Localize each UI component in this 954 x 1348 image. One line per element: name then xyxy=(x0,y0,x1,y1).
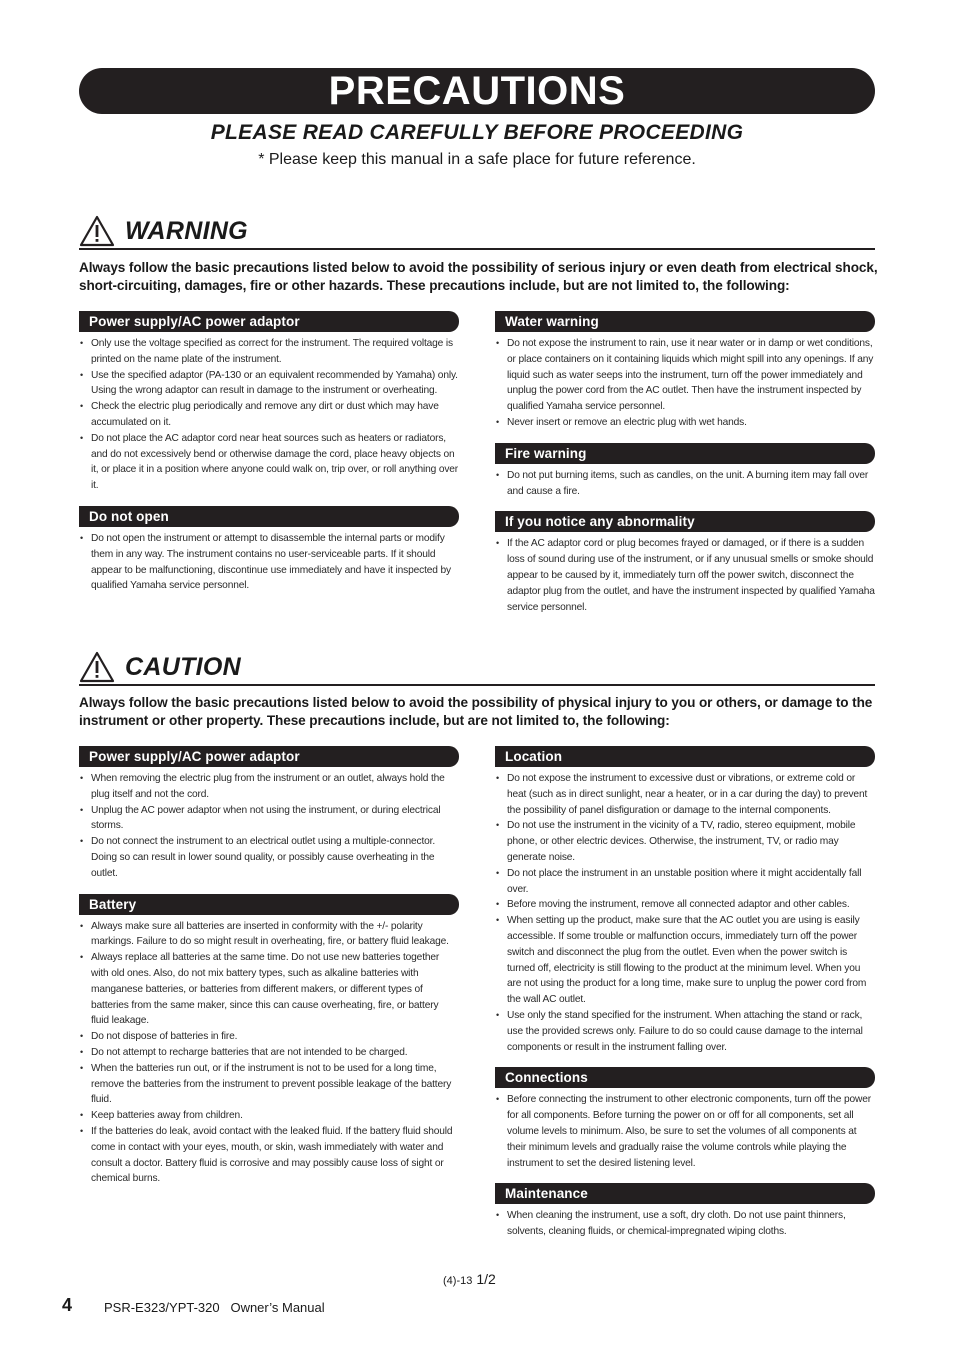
page-number: 4 xyxy=(62,1295,73,1315)
warning-title: WARNING xyxy=(125,216,248,245)
precaution-block xyxy=(79,746,459,882)
section-heading: Battery xyxy=(79,894,459,915)
list-item: • Do not expose the instrument to excessive dust or vibrations, or extreme cold or heat (such as in direct sunlight, near a heater, or in a car during the day) to prevent the possibility of panel disfiguration or damage to the internal components. xyxy=(495,771,875,818)
precaution-list xyxy=(495,1092,875,1171)
caution-right-column xyxy=(495,746,875,1252)
section-heading: Power supply/AC power adaptor xyxy=(79,746,459,767)
section-heading: Fire warning xyxy=(495,443,875,464)
list-item: • Do not put burning items, such as candles, on the unit. A burning item may fall over and cause a fire. xyxy=(495,468,875,500)
section-heading: If you notice any abnormality xyxy=(495,511,875,532)
precaution-list xyxy=(495,468,875,500)
page-code-number: (4)-13 xyxy=(443,1275,473,1287)
list-item: • Always replace all batteries at the same time. Do not use new batteries together with old ones. Also, do not mix battery types, such as alkaline batteries with manganese batteries, or batteries from different makers, or different types of batteries from the same maker, since this can cause overheating, fire, or battery fluid leakage. xyxy=(79,950,459,1029)
precaution-block xyxy=(495,1067,875,1171)
manual-title: PSR-E323/YPT-320 Owner’s Manual xyxy=(104,1300,325,1315)
section-heading: Location xyxy=(495,746,875,767)
warning-triangle-icon xyxy=(79,215,115,247)
precaution-list xyxy=(495,536,875,615)
page-title: PRECAUTIONS xyxy=(328,68,626,113)
precaution-block xyxy=(495,511,875,615)
subtitle: PLEASE READ CAREFULLY BEFORE PROCEEDING xyxy=(210,121,744,144)
list-item: • If the batteries do leak, avoid contact with the leaked fluid. If the battery fluid should come in contact with your eyes, mouth, or skin, wash immediately with water and consult a doctor. Battery fluid is corrosive and may possibly cause loss of sight or chemical burns. xyxy=(79,1124,459,1187)
list-item: • Do not dispose of batteries in fire. xyxy=(79,1029,459,1045)
caution-triangle-icon xyxy=(79,651,115,683)
warning-right-column xyxy=(495,311,875,627)
list-item: • Do not open the instrument or attempt to disassemble the internal parts or modify them in any way. The instrument contains no user-serviceable parts. If it should appear to be malfunctioning, discontinue use immediately and have it inspected by qualified Yamaha service personnel. xyxy=(79,531,459,594)
list-item: • Do not attempt to recharge batteries that are not intended to be charged. xyxy=(79,1045,459,1061)
warning-left-column xyxy=(79,311,459,606)
caution-title: CAUTION xyxy=(125,652,241,681)
precaution-list xyxy=(495,1208,875,1240)
precaution-list xyxy=(79,531,459,594)
list-item: • When cleaning the instrument, use a soft, dry cloth. Do not use paint thinners, solvents, cleaning fluids, or chemical-impregnated wiping cloths. xyxy=(495,1208,875,1240)
title-banner xyxy=(79,68,875,114)
caution-left-column xyxy=(79,746,459,1199)
precaution-block xyxy=(495,746,875,1055)
list-item: • Do not connect the instrument to an electrical outlet using a multiple-connector. Doing so can result in lower sound quality, or possibly cause overheating in the outlet. xyxy=(79,834,459,881)
warning-intro: Always follow the basic precautions listed below to avoid the possibility of serious injury or even death from electrical shock, short-circuiting, damages, fire or other hazards. These precautions include, but are not limited to, the following: xyxy=(79,260,878,293)
section-heading: Maintenance xyxy=(495,1183,875,1204)
list-item: • Do not expose the instrument to rain, use it near water or in damp or wet conditions, or place containers on it containing liquids which might spill into any openings. If any liquid such as water seeps into the instrument, turn off the power immediately and unplug the power cord from the AC outlet. Then have the instrument inspected by qualified Yamaha service personnel. xyxy=(495,336,875,415)
list-item: • Check the electric plug periodically and remove any dirt or dust which may have accumulated on it. xyxy=(79,399,459,431)
page-code xyxy=(443,1271,496,1287)
list-item: • Only use the voltage specified as correct for the instrument. The required voltage is printed on the name plate of the instrument. xyxy=(79,336,459,368)
section-heading: Water warning xyxy=(495,311,875,332)
list-item: • Never insert or remove an electric plug with wet hands. xyxy=(495,415,875,431)
precaution-block xyxy=(79,506,459,594)
caution-heading xyxy=(79,650,875,686)
list-item: • When the batteries run out, or if the instrument is not to be used for a long time, remove the batteries from the instrument to prevent possible leakage of the battery fluid. xyxy=(79,1061,459,1108)
caution-intro: Always follow the basic precautions listed below to avoid the possibility of physical injury to you or others, or damage to the instrument or other property. These precautions include, but are not limited to, the following: xyxy=(79,695,873,728)
page-fraction: 1/2 xyxy=(476,1271,496,1287)
precaution-list xyxy=(79,919,459,1188)
list-item: • Do not place the AC adaptor cord near heat sources such as heaters or radiators, and do not excessively bend or otherwise damage the cord, place heavy objects on it, or place it in a position where anyone could walk on, trip over, or roll anything over it. xyxy=(79,431,459,494)
precaution-list xyxy=(495,336,875,431)
section-heading: Do not open xyxy=(79,506,459,527)
precaution-block xyxy=(79,894,459,1188)
list-item: • Before connecting the instrument to other electronic components, turn off the power for all components. Before turning the power on or off for all components, set all volume levels to minimum. Also, be sure to set the volumes of all components at their minimum levels and gradually raise the volume controls while playing the instrument to set the desired listening level. xyxy=(495,1092,875,1171)
list-item: • Always make sure all batteries are inserted in conformity with the +/- polarity markings. Failure to do so might result in overheating, fire, or battery fluid leakage. xyxy=(79,919,459,951)
list-item: • Unplug the AC power adaptor when not using the instrument, or during electrical storms. xyxy=(79,803,459,835)
precaution-block xyxy=(495,443,875,500)
list-item: • Before moving the instrument, remove all connected adaptor and other cables. xyxy=(495,897,875,913)
list-item: • When setting up the product, make sure that the AC outlet you are using is easily accessible. If some trouble or malfunction occurs, immediately turn off the power switch and disconnect the plug from the outlet. Even when the power switch is turned off, electricity is still flowing to the product at the minimum level. When you are not using the product for a long time, make sure to unplug the power cord from the wall AC outlet. xyxy=(495,913,875,1008)
precaution-list xyxy=(495,771,875,1055)
list-item: • Use the specified adaptor (PA-130 or an equivalent recommended by Yamaha) only. Using the wrong adaptor can result in damage to the instrument or overheating. xyxy=(79,368,459,400)
list-item: • Do not place the instrument in an unstable position where it might accidentally fall over. xyxy=(495,866,875,898)
precaution-block xyxy=(495,311,875,431)
precaution-block xyxy=(79,311,459,494)
precaution-list xyxy=(79,336,459,494)
section-heading: Power supply/AC power adaptor xyxy=(79,311,459,332)
section-heading: Connections xyxy=(495,1067,875,1088)
precaution-block xyxy=(495,1183,875,1240)
list-item: • If the AC adaptor cord or plug becomes frayed or damaged, or if there is a sudden loss of sound during use of the instrument, or if any unusual smells or smoke should appear to be caused by it, immediately turn off the power switch, disconnect the adaptor plug from the outlet, and have the instrument inspected by qualified Yamaha service personnel. xyxy=(495,536,875,615)
precaution-list xyxy=(79,771,459,882)
keep-manual-note: * Please keep this manual in a safe place for future reference. xyxy=(258,151,696,168)
list-item: • Keep batteries away from children. xyxy=(79,1108,459,1124)
list-item: • When removing the electric plug from the instrument or an outlet, always hold the plug itself and not the cord. xyxy=(79,771,459,803)
warning-heading xyxy=(79,214,875,250)
list-item: • Do not use the instrument in the vicinity of a TV, radio, stereo equipment, mobile phone, or other electric devices. Otherwise, the instrument, TV, or radio may generate noise. xyxy=(495,818,875,865)
list-item: • Use only the stand specified for the instrument. When attaching the stand or rack, use the provided screws only. Failure to do so could cause damage to the internal components or result in the instrument falling over. xyxy=(495,1008,875,1055)
